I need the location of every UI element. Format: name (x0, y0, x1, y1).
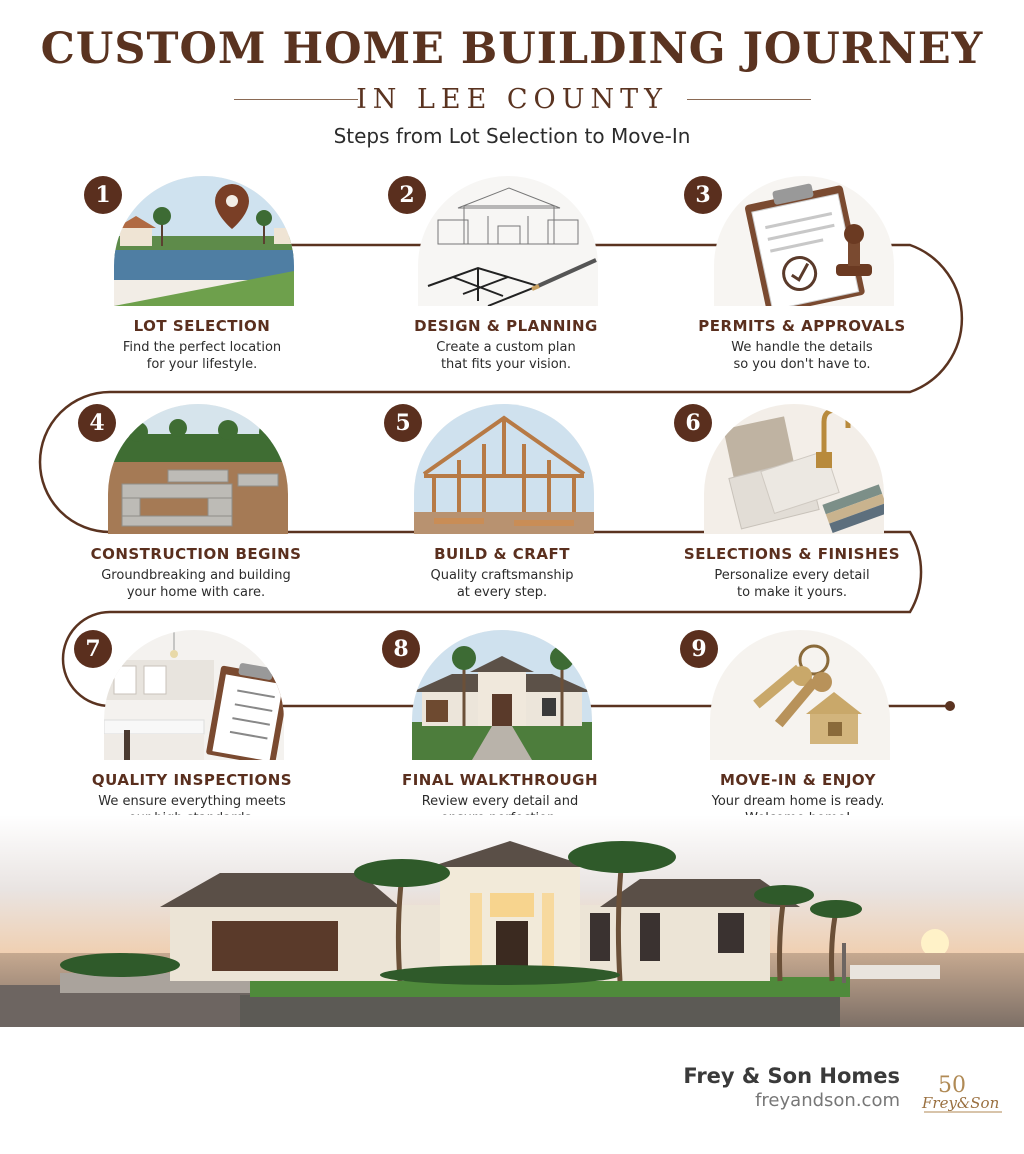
step-title: MOVE-IN & ENJOY (720, 771, 876, 789)
step-description-line: Quality craftsmanship (430, 568, 574, 583)
step-description (66, 567, 326, 601)
step-description-line: your home with care. (126, 585, 266, 600)
step-description-line: that fits your vision. (440, 357, 572, 372)
brand-name: Frey & Son Homes (683, 1064, 900, 1088)
step-number-badge: 8 (382, 630, 420, 668)
step-lot-selection (72, 176, 332, 396)
step-title: DESIGN & PLANNING (414, 317, 598, 335)
step-title: FINAL WALKTHROUGH (401, 771, 599, 789)
step-permits-approvals (672, 176, 932, 396)
step-description-line: so you don't have to. (733, 357, 871, 372)
step-title: PERMITS & APPROVALS (698, 317, 906, 335)
step-number-badge: 2 (388, 176, 426, 214)
step-description-line: at every step. (456, 585, 548, 600)
step-number-badge: 7 (74, 630, 112, 668)
anniversary-logo-icon (920, 1066, 1006, 1116)
step-number-badge: 3 (684, 176, 722, 214)
step-description-line: Create a custom plan (436, 340, 576, 355)
foundation-icon (108, 404, 288, 534)
waterfront-lot-icon (114, 176, 294, 306)
page-title: CUSTOM HOME BUILDING JOURNEY (40, 24, 984, 74)
step-title: CONSTRUCTION BEGINS (90, 545, 302, 563)
step-title: SELECTIONS & FINISHES (683, 545, 901, 563)
step-title: QUALITY INSPECTIONS (91, 771, 293, 789)
page-tagline: Steps from Lot Selection to Move-In (333, 124, 691, 148)
waterfront-home-hero-image (0, 815, 1024, 1027)
step-number-badge: 6 (674, 404, 712, 442)
finished-home-icon (412, 630, 592, 760)
svg-text:Frey&Son: Frey&Son (922, 1094, 1000, 1112)
step-number-badge: 9 (680, 630, 718, 668)
step-description (372, 567, 632, 601)
step-description (662, 567, 922, 601)
step-description-line: We ensure everything meets (98, 794, 286, 809)
step-design-planning (376, 176, 636, 396)
svg-text:50: 50 (938, 1073, 966, 1098)
path-end-dot (945, 701, 955, 711)
step-title: LOT SELECTION (133, 317, 271, 335)
step-description-line: We handle the details (731, 340, 873, 355)
step-construction-begins (66, 404, 326, 624)
step-number-badge: 4 (78, 404, 116, 442)
clipboard-stamp-icon (714, 176, 894, 306)
house-keys-icon (710, 630, 890, 760)
step-description-line: to make it yours. (737, 585, 847, 600)
step-description-line: for your lifestyle. (146, 357, 258, 372)
step-build-craft (372, 404, 632, 624)
brand-block (683, 1064, 900, 1111)
step-description (672, 339, 932, 373)
step-title: BUILD & CRAFT (434, 545, 570, 563)
step-description (376, 339, 636, 373)
step-description-line: Your dream home is ready. (711, 794, 885, 809)
step-description-line: Personalize every detail (714, 568, 870, 583)
step-description-line: Groundbreaking and building (101, 568, 291, 583)
step-description-line: Find the perfect location (122, 340, 282, 355)
step-number-badge: 1 (84, 176, 122, 214)
inspection-checklist-icon (104, 630, 284, 760)
framing-icon (414, 404, 594, 534)
page-subtitle: IN LEE COUNTY (356, 84, 668, 115)
blueprint-icon (418, 176, 598, 306)
brand-url[interactable]: freyandson.com (755, 1090, 900, 1111)
finishes-samples-icon (704, 404, 884, 534)
step-description (72, 339, 332, 373)
step-number-badge: 5 (384, 404, 422, 442)
step-description-line: Review every detail and (421, 794, 579, 809)
step-selections-finishes (662, 404, 922, 624)
